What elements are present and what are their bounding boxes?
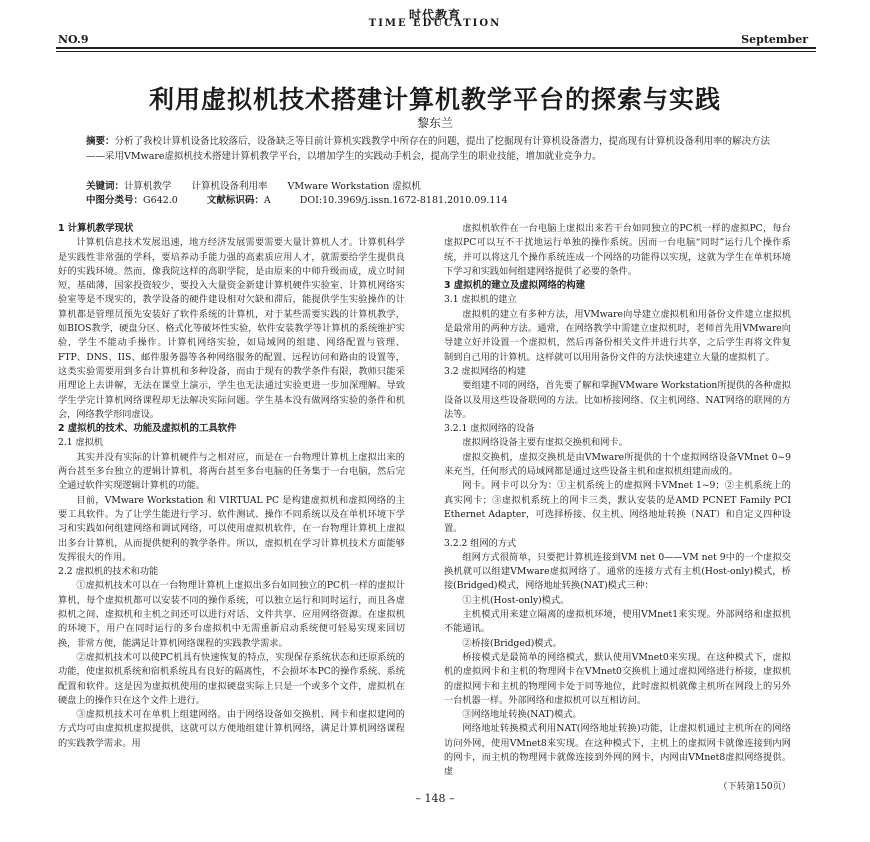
- doi: DOI:10.3969/j.issn.1672-8181.2010.09.114: [299, 195, 508, 206]
- cls-label: 中图分类号：: [86, 195, 144, 206]
- doc-code: [207, 195, 271, 206]
- header-rule: [56, 47, 816, 49]
- classification-line: [86, 194, 786, 208]
- page-number: – 148 –: [415, 792, 455, 805]
- doc-value: A: [263, 195, 271, 206]
- left-column: [58, 222, 405, 751]
- issue-month: September: [741, 33, 808, 46]
- cls-value: G642.0: [143, 195, 178, 206]
- right-column: [444, 222, 791, 794]
- section-heading: 3 虚拟机的建立及虚拟网络的构建: [444, 280, 586, 292]
- body-paragraph: 虚拟机的建立有多种方法，用VMware向导建立虚拟机和用备份文件建立虚拟机是最常用的两种方法。通常，在网络教学中需建立虚拟机时，老师首先用VMware向导建立好并设置一个虚拟机，然后再备份相关文件并进行共享，之后学生再将文件复制到自己用的计算机。这样就可以用用备份文件的方法快速建立大量的虚拟机了。: [444, 308, 791, 363]
- body-paragraph: 网卡。网卡可以分为：①主机系统上的虚拟网卡VMnet 1~9；②主机系统上的真实网卡；③虚拟机系统上的网卡三类，默认安装的是AMD PCNET Family PCI Ethernet Adapter，可选择桥接、仅主机、网络地址转换（NAT）和自定义四种设置。: [444, 480, 791, 535]
- abstract: [86, 134, 786, 164]
- keyword-term: 计算机设备利用率: [191, 181, 268, 192]
- body-paragraph: 网络地址转换模式利用NAT(网络地址转换)功能，让虚拟机通过主机所在的网络访问外网，使用VMnet8来实现。在这种模式下，主机上的虚拟网卡就像连接到内网的网卡，而主机的物理网卡就像连接到外网的网卡，内网由VMnet8虚拟网络提供。虚: [444, 723, 791, 778]
- keywords-label: 关键词：: [86, 181, 125, 192]
- subsection-heading: 2.1 虚拟机: [58, 437, 104, 449]
- journal-name-en: TIME EDUCATION: [368, 18, 502, 29]
- paper-title: 利用虚拟机技术搭建计算机教学平台的探索与实践: [148, 85, 721, 114]
- body-paragraph: ②桥接(Bridged)模式。: [462, 637, 562, 649]
- body-paragraph: 其实并没有实际的计算机硬件与之相对应，而是在一台物理计算机上虚拟出来的两台甚至多台独立的逻辑计算机，将两台甚至多台电脑的任务集于一台电脑，然后完全通过软件实现逻辑计算机的功能。: [58, 451, 405, 492]
- body-paragraph: ③虚拟机技术可在单机上组建网络。由于网络设备如交换机、网卡和虚拟建网的方式均可由虚拟机虚拟提供，这就可以方便地组建计算机网络，满足计算机网络课程的实践教学需求。用: [58, 709, 405, 749]
- body-paragraph: 计算机信息技术发展迅速，地方经济发展需要需要大量计算机人才。计算机科学是实践性非常强的学科，要培养动手能力强的高素质应用人才，就需要给学生提供良好的实践环境。然而，像我院这样的高职学院，是由原来的中师升级而成，成立时间短，基础薄，国家投资较少，要投入大量资金新建计算机硬件实验室、计算机网络实验室等是不现实的，教学设备的硬件建设相对欠缺和滞后，能提供学生实验操作的计算机都是管理员预先安装好了软件系统的计算机，对于某些需要实践的计算机教学，如BIOS教学，硬盘分区、格式化等破坏性实验，软件安装教学等计算机的系统维护实验，学生不能动手操作。计算机网络实验，如局域网的组建、网络配置与管理、FTP、DNS、IIS、邮件服务器等各种网络服务的配置、远程访问和路由的设置等，这类实验需要用到多台计算机和多种设备，而由于现有的教学条件有限，教师只能采用理论上去讲解，无法在课堂上演示，学生也无法通过实验更进一步加深理解。导致学生学完计算机网络课程却无法解决实际问题。学生基本没有做网络实验的条件和机会，网络教学形同虚设。: [58, 237, 405, 420]
- subsection-heading: 3.1 虚拟机的建立: [444, 294, 517, 306]
- keywords: [86, 180, 786, 194]
- subsection-heading: 3.2.1 虚拟网络的设备: [444, 423, 535, 435]
- body-paragraph: 虚拟机软件在一台电脑上虚拟出来若干台如同独立的PC机一样的虚拟PC，每台虚拟PC可以互不干扰地运行单独的操作系统。因而一台电脑“同时”运行几个操作系统，并可以将这几个操作系统连成一个网络的功能得以实现，这就为学生在单机环境下学习和实践如何组建网络提供了必要的条件。: [444, 223, 791, 277]
- body-paragraph: 要组建不同的网络，首先要了解和掌握VMware Workstation所提供的各种虚拟设备以及用这些设备联网的方法。比如桥接网络、仅主机网络、NAT网络的联网的方法等。: [444, 380, 791, 420]
- keyword-term: VMware Workstation 虚拟机: [287, 181, 421, 192]
- paper-author: 黎东兰: [416, 116, 453, 130]
- body-paragraph: 目前，VMware Workstation 和 VIRTUAL PC 是构建虚拟机和虚拟网络的主要工具软件。为了让学生能进行学习、软件测试、操作不同系统以及在单机环境下学习和实践如何组建网络和调试网络，可以使用虚拟机软件，在一台物理计算机上虚拟出多台计算机，从而提供便利的教学条件。所以，虚拟机在学习计算机技术方面能够发挥很大的作用。: [58, 494, 405, 563]
- abstract-label: 摘要：: [86, 136, 115, 147]
- doc-label: 文献标识码：: [206, 195, 264, 206]
- body-paragraph: 组网方式很简单，只要把计算机连接到VM net 0——VM net 9中的一个虚拟交换机就可以组建VMware虚拟网络了。通常的连接方式有主机(Host-only)模式，桥接(Bridged)模式，网络地址转换(NAT)模式三种：: [444, 551, 791, 592]
- abstract-text: 分析了我校计算机设备比较落后，设备缺乏等目前计算机实践教学中所存在的问题，提出了挖掘现有计算机设备潜力，提高现有计算机设备利用率的解决方法——采用VMware虚拟机技术搭建计算机教学平台，以增加学生的实践动手机会，提高学生的职业技能，增加就业竞争力。: [86, 136, 771, 162]
- body-paragraph: 主机模式用来建立隔离的虚拟机环境，使用VMnet1来实现。外部网络和虚拟机不能通讯。: [444, 609, 791, 635]
- body-paragraph: 桥接模式是最简单的网络模式，默认使用VMnet0来实现。在这种模式下，虚拟机的虚拟网卡和主机的物理网卡在VMnet0交换机上通过虚拟网络进行桥接，虚拟机的虚拟网卡和主机的物理网卡处于同等地位，此时虚拟机就像主机所在网段上的另外一台机器一样。外部网络和虚拟机可以互相访问。: [444, 651, 791, 706]
- body-paragraph: 虚拟交换机，虚拟交换机是由VMware所提供的十个虚拟网络设备VMnet 0~9来充当，任何形式的局域网都是通过这些设备主机和虚拟机组建而成的。: [444, 451, 791, 478]
- subsection-heading: 2.2 虚拟机的技术和功能: [58, 566, 159, 578]
- body-paragraph: ③网络地址转换(NAT)模式。: [462, 709, 582, 721]
- header-rule-thin: [56, 51, 816, 52]
- body-paragraph: ①虚拟机技术可以在一台物理计算机上虚拟出多台如同独立的PC机一样的虚拟计算机，每个虚拟机都可以安装不同的操作系统，可以独立运行和同时运行，而且各虚拟机之间、虚拟机和主机之间还可以进行对话、文件共享、应用网络资源。在虚拟机的环境下，用户在同时运行的多台虚拟机中无需重新启动系统便可轻易实现来回切换，非常方便，能满足计算机网络课程的实践教学需求。: [58, 580, 405, 649]
- body-paragraph: ②虚拟机技术可以使PC机具有快速恢复的特点，实现保存系统状态和还原系统的功能，使虚拟机系统和宿机系统具有良好的隔离性，不会损坏本PC的操作系统、系统配置和软件。这是因为虚拟机使用的虚拟硬盘实际上只是一个或多个文件，虚拟机在硬盘上的操作只在这个文件上进行。: [58, 651, 405, 706]
- issue-number: NO.9: [58, 33, 89, 46]
- continued-note: （下转第150页）: [718, 780, 791, 792]
- journal-name-cn: 时代教育: [408, 8, 461, 22]
- subsection-heading: 3.2.2 组网的方式: [444, 537, 517, 549]
- cls-number: [86, 195, 178, 206]
- subsection-heading: 3.2 虚拟网络的构建: [444, 365, 526, 377]
- section-heading: 1 计算机教学现状: [58, 223, 134, 234]
- body-paragraph: 虚拟网络设备主要有虚拟交换机和网卡。: [462, 437, 628, 449]
- section-heading: 2 虚拟机的技术、功能及虚拟机的工具软件: [58, 423, 237, 435]
- body-paragraph: ①主机(Host-only)模式。: [462, 594, 570, 606]
- keyword-term: 计算机教学: [124, 181, 172, 192]
